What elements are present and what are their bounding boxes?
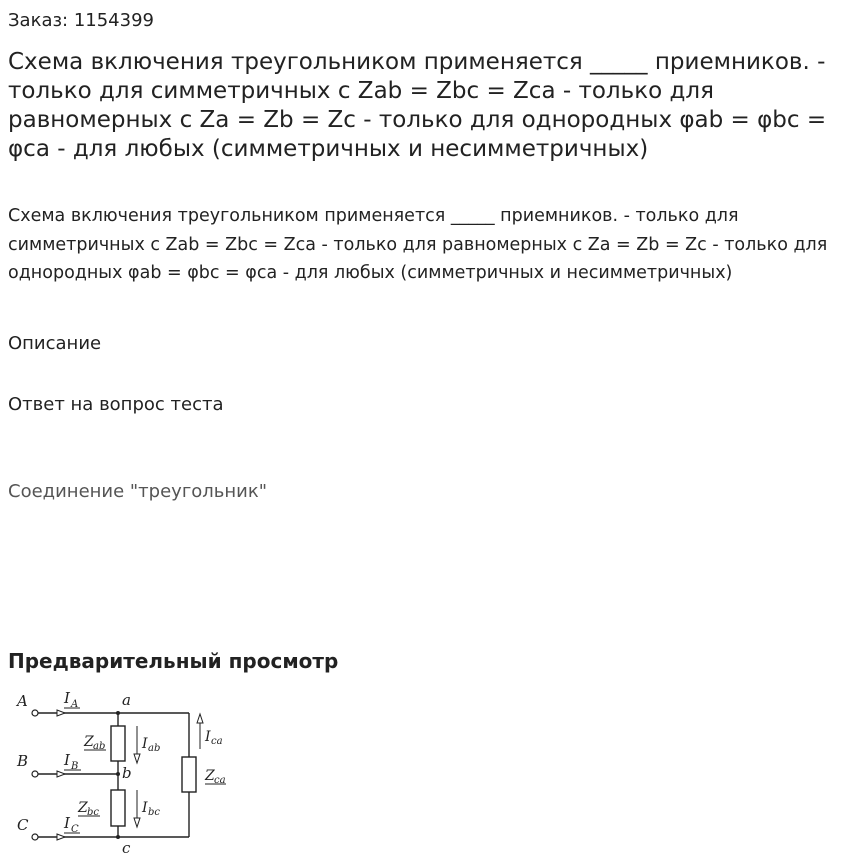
- svg-text:I: I: [64, 689, 70, 707]
- label-Zca: [204, 768, 226, 786]
- resistor-zca: [182, 757, 196, 792]
- label-IA: [63, 689, 80, 710]
- answer-label: Ответ на вопрос теста: [8, 394, 224, 415]
- label-b: b: [122, 764, 132, 782]
- svg-text:I: I: [142, 736, 148, 752]
- label-C: C: [17, 816, 29, 834]
- resistor-zbc: [111, 790, 125, 826]
- label-a: a: [122, 691, 131, 709]
- terminals: [32, 710, 38, 840]
- svg-text:ab: ab: [148, 743, 161, 754]
- svg-text:I: I: [142, 800, 148, 816]
- svg-text:bc: bc: [87, 807, 100, 818]
- svg-text:I: I: [64, 814, 70, 832]
- label-Iab: [141, 736, 160, 754]
- svg-text:I: I: [205, 729, 211, 745]
- description-label: Описание: [8, 333, 102, 354]
- question-description: Схема включения треугольником применяется _____ приемников. - только для симметричных с Zab = Zbc = Zca - только для равномерных с Za = Zb = Zc - только для однородных φab = φbc = φca - для любых (симметричных и несимметричных): [8, 206, 828, 283]
- svg-text:B: B: [71, 761, 79, 772]
- delta-connection-diagram: [10, 686, 240, 858]
- label-Ibc: [141, 800, 160, 818]
- order-number: Заказ: 1154399: [8, 10, 154, 31]
- terminal-A: [32, 710, 38, 716]
- label-c: c: [122, 839, 131, 857]
- svg-text:ca: ca: [214, 775, 226, 786]
- svg-text:bc: bc: [148, 807, 161, 818]
- svg-text:I: I: [64, 751, 70, 769]
- preview-title: Предварительный просмотр: [8, 649, 339, 673]
- svg-text:ca: ca: [211, 736, 223, 747]
- svg-text:Z: Z: [84, 734, 94, 750]
- label-Zab: [83, 734, 106, 752]
- svg-text:A: A: [71, 699, 79, 710]
- svg-text:ab: ab: [93, 741, 106, 752]
- svg-text:C: C: [71, 824, 79, 835]
- svg-text:Z: Z: [205, 768, 215, 784]
- svg-text:Z: Z: [78, 800, 88, 816]
- label-IC: [63, 814, 80, 835]
- label-B: B: [17, 752, 29, 770]
- label-IB: [63, 751, 81, 772]
- label-Zbc: [77, 800, 100, 818]
- label-Ica: [204, 729, 223, 747]
- question-title: Схема включения треугольником применяется _____ приемников. - только для симметричных с Zab = Zbc = Zca - только для равномерных с Za = Zb = Zc - только для однородных φab = φbc = φca - для любых (симметричных и несимметричных): [8, 49, 827, 162]
- label-A: A: [17, 692, 28, 710]
- answer-link[interactable]: Соединение "треугольник": [8, 481, 268, 502]
- terminal-B: [32, 771, 38, 777]
- resistor-zab: [111, 726, 125, 761]
- terminal-C: [32, 834, 38, 840]
